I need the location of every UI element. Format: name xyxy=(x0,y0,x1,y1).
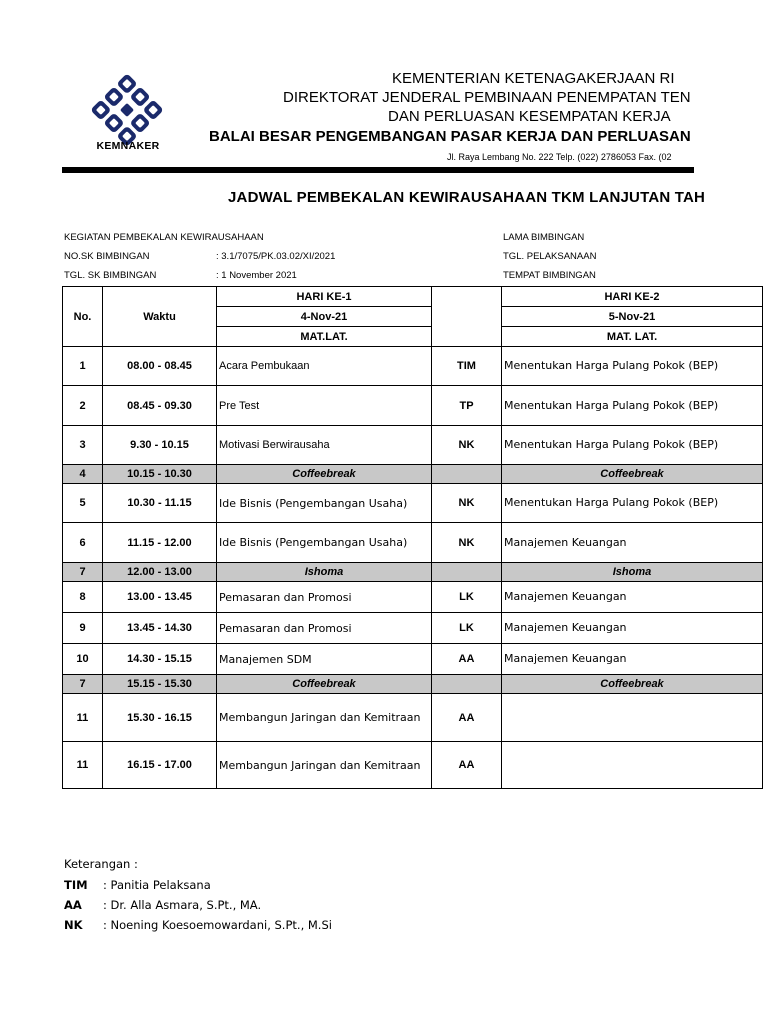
day1-activity: Pemasaran dan Promosi xyxy=(217,582,432,613)
row-time: 08.00 - 08.45 xyxy=(103,347,217,386)
day1-activity: Pemasaran dan Promosi xyxy=(217,613,432,644)
row-time: 15.30 - 16.15 xyxy=(103,694,217,742)
nosk-value: : 3.1/7075/PK.03.02/XI/2021 xyxy=(216,251,336,262)
table-row xyxy=(63,613,763,644)
day1-activity: Membangun Jaringan dan Kemitraan xyxy=(217,694,432,742)
day1-tutor: TIM xyxy=(432,347,502,386)
day1-tutor: LK xyxy=(432,613,502,644)
row-time: 15.15 - 15.30 xyxy=(103,675,217,694)
day1-break-label: Coffeebreak xyxy=(217,465,432,484)
table-row xyxy=(63,694,763,742)
day2-activity: Manajemen Keuangan xyxy=(502,613,763,644)
day2-break-label: Coffeebreak xyxy=(502,465,763,484)
break-row xyxy=(63,675,763,694)
table-row xyxy=(63,347,763,386)
day1-label: HARI KE-1 xyxy=(217,287,432,307)
logo-text: KEMNAKER xyxy=(96,140,160,152)
day1-mat: MAT.LAT. xyxy=(217,327,432,347)
kegiatan-label: KEGIATAN PEMBEKALAN KEWIRAUSAHAAN xyxy=(64,232,264,243)
day2-break-label: Ishoma xyxy=(502,563,763,582)
row-no: 8 xyxy=(63,582,103,613)
row-no: 3 xyxy=(63,426,103,465)
day1-activity: Membangun Jaringan dan Kemitraan xyxy=(217,742,432,789)
legend-key: AA xyxy=(64,898,82,912)
day2-date: 5-Nov-21 xyxy=(502,307,763,327)
tempat-label: TEMPAT BIMBINGAN xyxy=(503,270,596,281)
tglpel-label: TGL. PELAKSANAAN xyxy=(503,251,597,262)
table-row xyxy=(63,644,763,675)
row-time: 08.45 - 09.30 xyxy=(103,386,217,426)
day1-tutor xyxy=(432,563,502,582)
row-time: 10.15 - 10.30 xyxy=(103,465,217,484)
directorate-name-cont: DAN PERLUASAN KESEMPATAN KERJA xyxy=(388,108,671,125)
col-header-no: No. xyxy=(63,287,103,347)
row-no: 11 xyxy=(63,742,103,789)
day1-activity: Ide Bisnis (Pengembangan Usaha) xyxy=(217,523,432,563)
day1-tutor-header xyxy=(432,287,502,347)
day2-label: HARI KE-2 xyxy=(502,287,763,307)
day1-tutor: NK xyxy=(432,484,502,523)
day1-tutor: NK xyxy=(432,523,502,563)
nosk-label: NO.SK BIMBINGAN xyxy=(64,251,150,262)
address-line: Jl. Raya Lembang No. 222 Telp. (022) 2786053 Fax. (02 xyxy=(447,152,672,162)
row-no: 4 xyxy=(63,465,103,484)
row-time: 11.15 - 12.00 xyxy=(103,523,217,563)
lama-label: LAMA BIMBINGAN xyxy=(503,232,585,243)
row-time: 9.30 - 10.15 xyxy=(103,426,217,465)
table-row xyxy=(63,426,763,465)
day2-break-label: Coffeebreak xyxy=(502,675,763,694)
schedule-table xyxy=(62,286,763,789)
row-no: 6 xyxy=(63,523,103,563)
row-time: 14.30 - 15.15 xyxy=(103,644,217,675)
day1-tutor: TP xyxy=(432,386,502,426)
row-no: 7 xyxy=(63,563,103,582)
day1-activity: Pre Test xyxy=(217,386,432,426)
legend-value: : Noening Koesoemowardani, S.Pt., M.Si xyxy=(103,918,332,932)
table-row xyxy=(63,742,763,789)
col-header-waktu: Waktu xyxy=(103,287,217,347)
row-time: 10.30 - 11.15 xyxy=(103,484,217,523)
tglsk-value: : 1 November 2021 xyxy=(216,270,297,281)
legend-key: TIM xyxy=(64,878,88,892)
day1-tutor: NK xyxy=(432,426,502,465)
day1-tutor xyxy=(432,465,502,484)
day1-tutor xyxy=(432,675,502,694)
tglsk-label: TGL. SK BIMBINGAN xyxy=(64,270,157,281)
row-no: 2 xyxy=(63,386,103,426)
row-no: 10 xyxy=(63,644,103,675)
day2-activity xyxy=(502,694,763,742)
row-time: 13.00 - 13.45 xyxy=(103,582,217,613)
day1-tutor: AA xyxy=(432,644,502,675)
document-title: JADWAL PEMBEKALAN KEWIRAUSAHAAN TKM LANJUTAN TAH xyxy=(228,189,706,206)
header-divider xyxy=(62,167,694,173)
day1-activity: Acara Pembukaan xyxy=(217,347,432,386)
row-time: 12.00 - 13.00 xyxy=(103,563,217,582)
table-row xyxy=(63,582,763,613)
table-row xyxy=(63,484,763,523)
table-row xyxy=(63,523,763,563)
day1-tutor: AA xyxy=(432,742,502,789)
day2-activity: Menentukan Harga Pulang Pokok (BEP) xyxy=(502,386,763,426)
day1-activity: Motivasi Berwirausaha xyxy=(217,426,432,465)
ministry-name: KEMENTERIAN KETENAGAKERJAAN RI xyxy=(392,70,675,87)
day1-activity: Ide Bisnis (Pengembangan Usaha) xyxy=(217,484,432,523)
day1-tutor: AA xyxy=(432,694,502,742)
day2-activity: Manajemen Keuangan xyxy=(502,523,763,563)
day2-activity: Manajemen Keuangan xyxy=(502,582,763,613)
directorate-name: DIREKTORAT JENDERAL PEMBINAAN PENEMPATAN TEN xyxy=(283,89,691,106)
legend-value: : Dr. Alla Asmara, S.Pt., MA. xyxy=(103,898,262,912)
day1-break-label: Coffeebreak xyxy=(217,675,432,694)
legend-key: NK xyxy=(64,918,83,932)
row-no: 9 xyxy=(63,613,103,644)
row-no: 7 xyxy=(63,675,103,694)
break-row xyxy=(63,563,763,582)
row-time: 16.15 - 17.00 xyxy=(103,742,217,789)
break-row xyxy=(63,465,763,484)
day2-activity: Menentukan Harga Pulang Pokok (BEP) xyxy=(502,347,763,386)
schedule-table-wrapper xyxy=(62,286,719,792)
row-time: 13.45 - 14.30 xyxy=(103,613,217,644)
institution-name: BALAI BESAR PENGEMBANGAN PASAR KERJA DAN PERLUASAN xyxy=(209,128,691,145)
day1-date: 4-Nov-21 xyxy=(217,307,432,327)
day2-activity: Menentukan Harga Pulang Pokok (BEP) xyxy=(502,426,763,465)
day1-break-label: Ishoma xyxy=(217,563,432,582)
row-no: 1 xyxy=(63,347,103,386)
row-no: 11 xyxy=(63,694,103,742)
day2-activity: Menentukan Harga Pulang Pokok (BEP) xyxy=(502,484,763,523)
legend-value: : Panitia Pelaksana xyxy=(103,878,211,892)
row-no: 5 xyxy=(63,484,103,523)
day2-activity: Manajemen Keuangan xyxy=(502,644,763,675)
day1-activity: Manajemen SDM xyxy=(217,644,432,675)
day2-activity xyxy=(502,742,763,789)
legend-title: Keterangan : xyxy=(64,857,138,871)
table-row xyxy=(63,386,763,426)
day1-tutor: LK xyxy=(432,582,502,613)
day2-mat: MAT. LAT. xyxy=(502,327,763,347)
